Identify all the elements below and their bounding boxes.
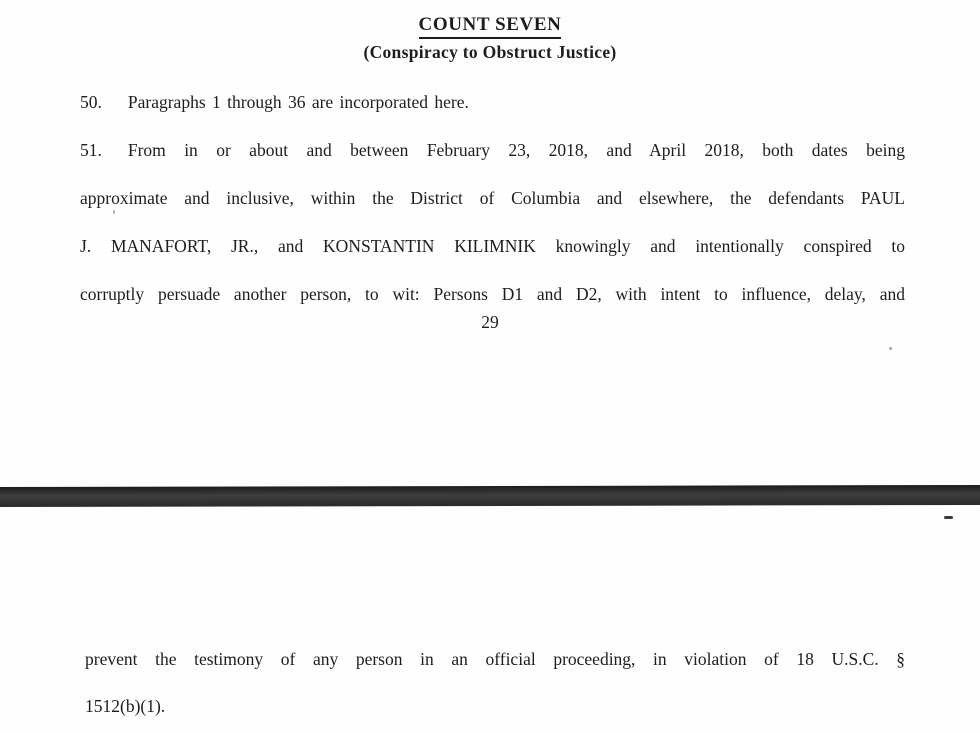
count-heading-row: [0, 14, 980, 39]
count-subheading-row: [0, 42, 980, 63]
paragraph-51-line-3: J. MANAFORT, JR., and KONSTANTIN KILIMNIK knowingly and intentionally conspired to: [80, 236, 905, 256]
paragraph-51-line-4: corruptly persuade another person, to wit: Persons D1 and D2, with intent to influence, delay, and: [80, 284, 905, 304]
continuation-line-1: prevent the testimony of any person in an official proceeding, in violation of 18 U.S.C. §: [85, 649, 905, 669]
paragraph-51-line-1: [80, 126, 905, 174]
paragraph-50: [80, 78, 905, 126]
paragraph-50-text: Paragraphs 1 through 36 are incorporated here.: [127, 92, 469, 112]
continuation-paragraph: [85, 636, 905, 730]
paragraph-51-line-1-text: From in or about and between February 23, 2018, and April 2018, both dates being: [127, 140, 905, 160]
page-number-row: [0, 308, 980, 336]
paragraph-51-line-2: approximate and inclusive, within the District of Columbia and elsewhere, the defendants PAUL: [80, 188, 905, 208]
scan-artifact: [113, 210, 115, 214]
paragraph-50-number: 50.: [80, 92, 102, 112]
scan-artifact: [944, 516, 953, 519]
paragraph-51: [80, 126, 905, 318]
scan-artifact: [889, 347, 892, 350]
scan-page-break-bar: [0, 485, 980, 507]
paragraph-51-number: 51.: [80, 140, 102, 160]
count-subheading: (Conspiracy to Obstruct Justice): [363, 42, 617, 62]
continuation-line-2: 1512(b)(1).: [85, 696, 166, 716]
paragraph-50-line: [80, 78, 905, 126]
page-number: 29: [481, 312, 499, 332]
count-heading: COUNT SEVEN: [419, 14, 562, 39]
